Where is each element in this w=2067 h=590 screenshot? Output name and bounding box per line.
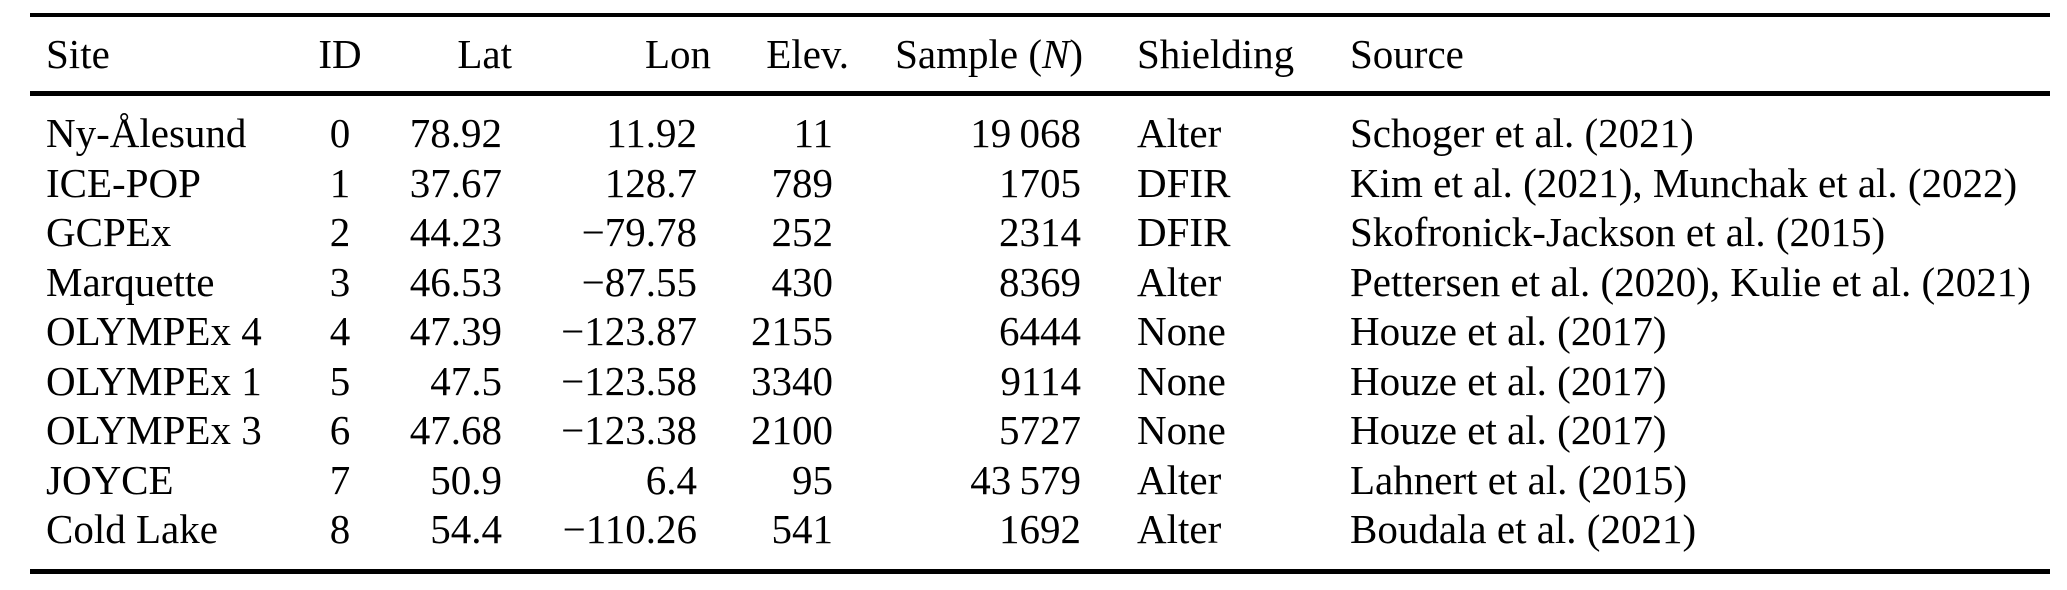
cell-lat: 78.92	[409, 110, 502, 156]
cell-elev: 789	[771, 159, 833, 206]
cell-lat: 37.67	[409, 159, 502, 206]
cell-lat: 47.68	[409, 407, 502, 453]
cell-shielding: Alter	[1137, 456, 1222, 503]
cell-elev: 2100	[751, 407, 833, 453]
column-header-lon: Lon	[516, 15, 711, 94]
cell-id: 0	[329, 110, 351, 156]
cell-elev: 3340	[751, 357, 833, 404]
cell-site: Ny-Ålesund	[46, 110, 247, 156]
cell-source: Boudala et al. (2021)	[1350, 506, 1697, 552]
cell-site: JOYCE	[46, 456, 174, 503]
column-header-source: Source	[1310, 15, 2050, 94]
cell-id: 7	[329, 456, 351, 503]
cell-sample: 1705	[999, 159, 1081, 206]
cell-shielding: Alter	[1137, 110, 1222, 156]
table-row	[30, 159, 2050, 209]
cell-shielding: DFIR	[1137, 209, 1231, 255]
cell-source: Houze et al. (2017)	[1350, 308, 1667, 354]
cell-source: Schoger et al. (2021)	[1350, 110, 1694, 156]
cell-id: 5	[329, 357, 351, 404]
cell-lon: 128.7	[604, 159, 697, 206]
header-row	[30, 15, 2050, 94]
cell-lon: −123.58	[561, 357, 697, 404]
cell-lat: 54.4	[430, 506, 502, 552]
cell-site: ICE-POP	[46, 159, 201, 206]
table-body	[30, 94, 2050, 572]
table-row	[30, 307, 2050, 357]
cell-id: 1	[329, 159, 351, 206]
cell-elev: 2155	[751, 308, 833, 354]
cell-lon: −110.26	[562, 506, 697, 552]
column-header-id: ID	[310, 15, 370, 94]
column-header-site: Site	[30, 15, 310, 94]
cell-site: Cold Lake	[46, 506, 218, 552]
cell-id: 3	[329, 258, 351, 305]
table-row	[30, 208, 2050, 258]
sample-label-suffix: )	[1069, 31, 1083, 77]
cell-shielding: Alter	[1137, 506, 1222, 552]
cell-lon: 11.92	[606, 110, 697, 156]
table-row	[30, 357, 2050, 407]
table-row	[30, 258, 2050, 308]
cell-lat: 47.39	[409, 308, 502, 354]
cell-sample: 5727	[999, 407, 1081, 453]
cell-shielding: DFIR	[1137, 159, 1231, 206]
cell-id: 2	[329, 209, 351, 255]
cell-shielding: None	[1137, 407, 1226, 453]
cell-elev: 11	[793, 110, 833, 156]
site-table	[30, 13, 2050, 574]
table-row	[30, 505, 2050, 571]
column-header-elev: Elev.	[711, 15, 849, 94]
cell-id: 6	[329, 407, 351, 453]
cell-source: Skofronick-Jackson et al. (2015)	[1350, 209, 1886, 255]
cell-sample: 9114	[1000, 357, 1081, 404]
cell-id: 8	[329, 506, 351, 552]
table-header	[30, 15, 2050, 94]
cell-site: OLYMPEx 4	[46, 308, 262, 354]
cell-source: Houze et al. (2017)	[1350, 407, 1667, 453]
cell-sample: 1692	[999, 506, 1081, 552]
cell-site: Marquette	[46, 258, 215, 305]
cell-elev: 541	[771, 506, 833, 552]
cell-sample: 8369	[999, 258, 1081, 305]
cell-elev: 95	[792, 456, 833, 503]
column-header-sample	[849, 15, 1097, 94]
cell-source: Lahnert et al. (2015)	[1350, 456, 1687, 503]
cell-sample: 2314	[999, 209, 1081, 255]
cell-lon: −123.38	[561, 407, 697, 453]
cell-lon: 6.4	[645, 456, 697, 503]
cell-shielding: None	[1137, 308, 1226, 354]
cell-id: 4	[329, 308, 351, 354]
cell-sample: 43 579	[970, 456, 1081, 503]
table-row	[30, 406, 2050, 456]
table-row	[30, 456, 2050, 506]
sample-label-prefix: Sample (	[895, 31, 1042, 77]
cell-elev: 252	[771, 209, 833, 255]
table-row	[30, 94, 2050, 159]
cell-lat: 50.9	[430, 456, 502, 503]
cell-source: Houze et al. (2017)	[1350, 357, 1667, 404]
cell-lon: −79.78	[581, 209, 697, 255]
cell-lon: −123.87	[561, 308, 697, 354]
cell-sample: 19 068	[970, 110, 1081, 156]
cell-site: OLYMPEx 1	[46, 357, 262, 404]
cell-lat: 44.23	[409, 209, 502, 255]
cell-lat: 47.5	[430, 357, 502, 404]
cell-source: Pettersen et al. (2020), Kulie et al. (2021)	[1350, 258, 2031, 305]
cell-source: Kim et al. (2021), Munchak et al. (2022)	[1350, 159, 2018, 206]
cell-lat: 46.53	[409, 258, 502, 305]
cell-site: GCPEx	[46, 209, 172, 255]
cell-site: OLYMPEx 3	[46, 407, 262, 453]
cell-shielding: Alter	[1137, 258, 1222, 305]
cell-sample: 6444	[999, 308, 1081, 354]
column-header-lat: Lat	[370, 15, 516, 94]
cell-elev: 430	[771, 258, 833, 305]
cell-lon: −87.55	[581, 258, 697, 305]
sample-label-n: N	[1041, 31, 1070, 77]
column-header-shielding: Shielding	[1097, 15, 1310, 94]
cell-shielding: None	[1137, 357, 1226, 404]
